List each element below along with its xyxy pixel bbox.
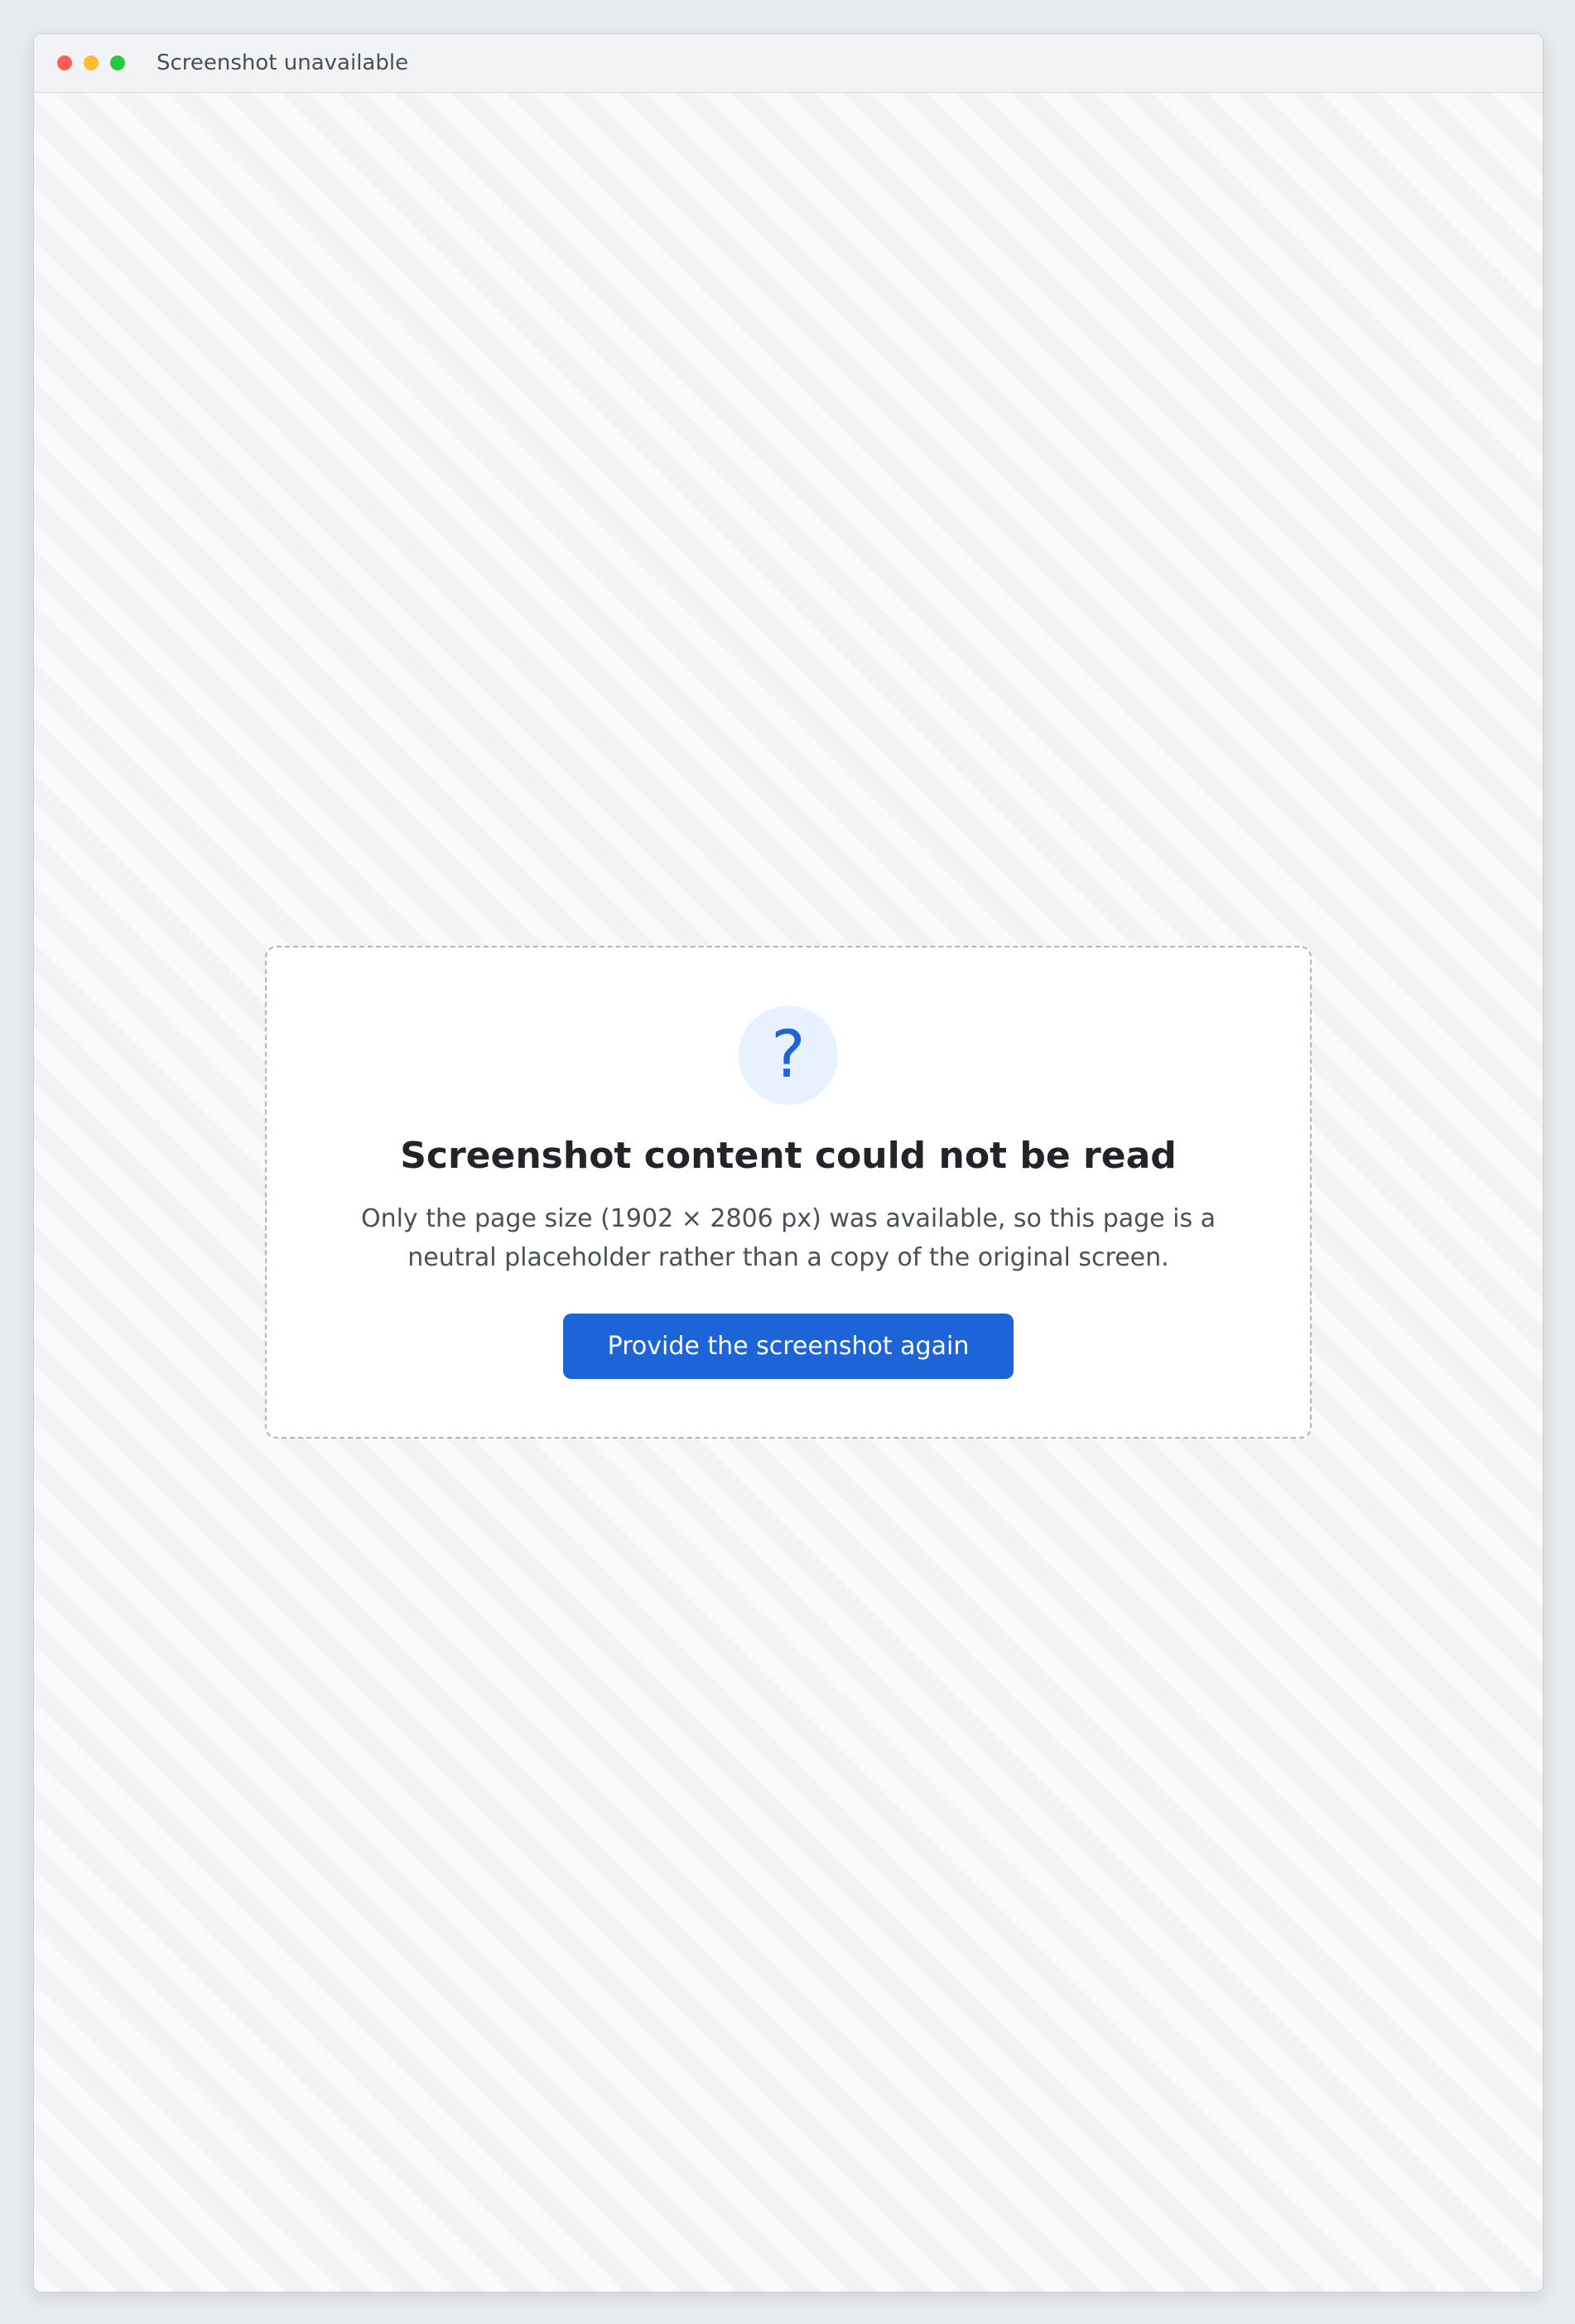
notice-heading: Screenshot content could not be read [400, 1135, 1177, 1177]
provide-screenshot-button[interactable]: Provide the screenshot again [563, 1314, 1014, 1379]
title-bar [34, 34, 1543, 93]
app-window [33, 33, 1544, 2293]
placeholder-notice [265, 946, 1312, 1439]
maximize-window-button[interactable] [110, 55, 125, 70]
notice-message: Only the page size (1902 × 2806 px) was available, so this page is a neutral placeholder rather than a copy of the original screen. [360, 1204, 1216, 1272]
close-window-button[interactable] [57, 55, 72, 70]
minimize-window-button[interactable] [84, 55, 99, 70]
content-area [34, 93, 1543, 2292]
question-icon: ? [739, 1005, 838, 1105]
window-title: Screenshot unavailable [157, 51, 409, 75]
